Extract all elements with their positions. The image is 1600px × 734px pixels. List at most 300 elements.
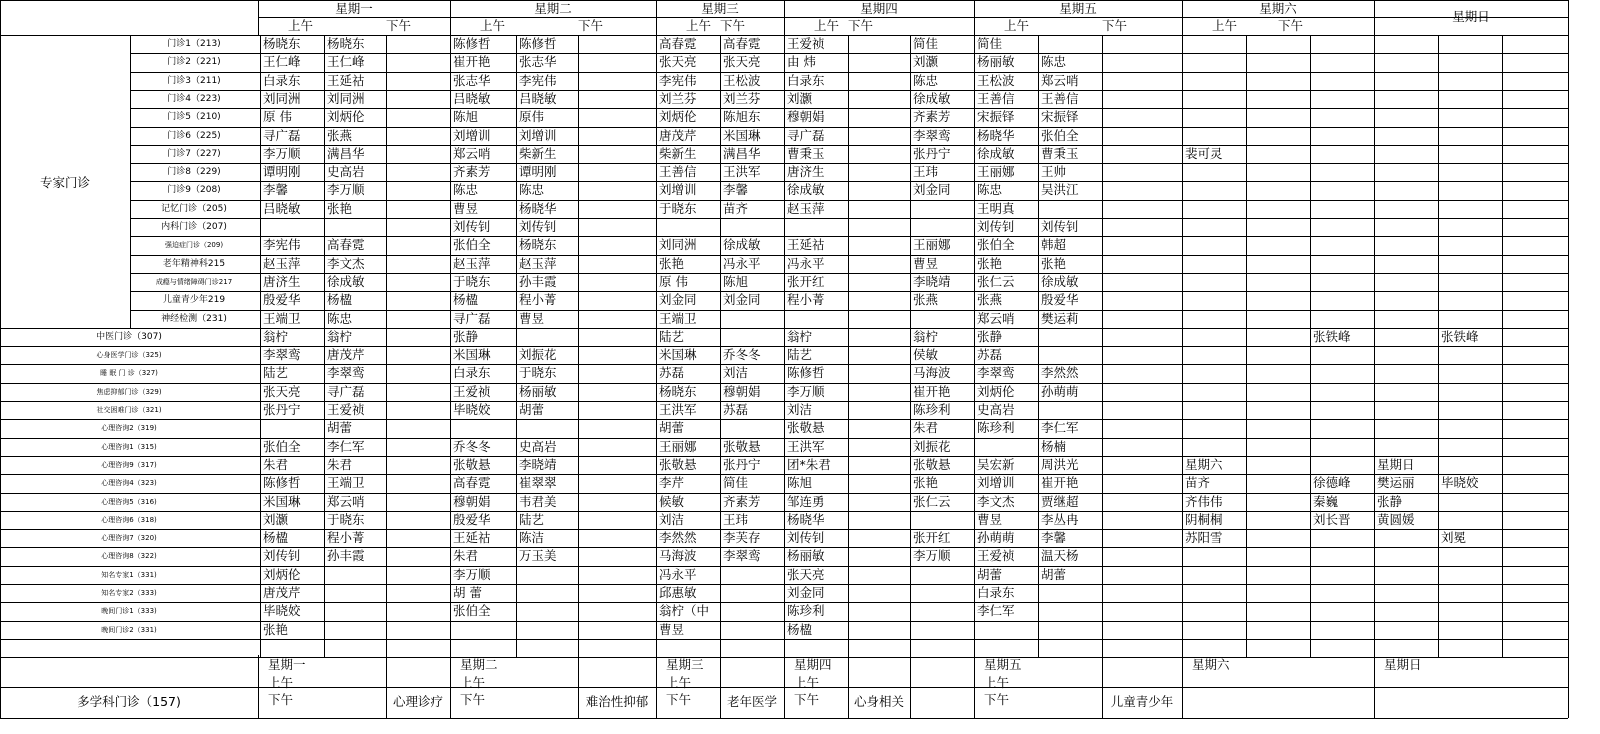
multi-item: 老年医学: [726, 694, 777, 709]
schedule-cell: [581, 474, 655, 492]
schedule-cell: [1441, 639, 1501, 657]
v-rule: [450, 35, 451, 657]
schedule-cell: 徐成敏: [1041, 273, 1079, 289]
schedule-cell: 寻广磊: [787, 127, 825, 143]
schedule-cell: [389, 145, 449, 163]
schedule-cell: [581, 456, 655, 474]
schedule-cell: [389, 53, 449, 71]
schedule-cell: 米国琳: [263, 493, 301, 509]
pm-label: 下午: [720, 18, 746, 33]
schedule-cell: [581, 438, 655, 456]
schedule-cell: 韦君美: [519, 493, 557, 509]
schedule-cell: [1377, 35, 1437, 53]
schedule-cell: [913, 584, 973, 602]
v-rule: [386, 35, 387, 657]
schedule-cell: 谭明刚: [519, 164, 557, 180]
schedule-cell: [851, 493, 909, 511]
row-label: 晚间门诊1（333): [101, 607, 157, 616]
schedule-cell: 史高岩: [977, 402, 1015, 417]
schedule-cell: 黄圆媛: [1377, 511, 1415, 527]
v-rule: [258, 655, 259, 718]
schedule-cell: 于晓东: [519, 365, 557, 381]
footer-pm: 下午: [794, 691, 820, 707]
schedule-cell: [389, 218, 449, 236]
schedule-cell: [851, 255, 909, 273]
schedule-cell: 张艳: [977, 255, 1003, 271]
schedule-cell: 李万顺: [327, 182, 365, 198]
schedule-cell: [1249, 255, 1309, 273]
schedule-cell: [851, 90, 909, 108]
v-rule: [784, 655, 785, 718]
schedule-cell: 王明真: [977, 200, 1015, 216]
schedule-cell: [1313, 438, 1373, 456]
schedule-cell: 陈珍利: [913, 402, 951, 417]
row-label: 社交困难门诊（321): [96, 406, 162, 414]
schedule-cell: [851, 621, 909, 639]
schedule-cell: [389, 438, 449, 456]
schedule-cell: 刘兰芬: [659, 90, 697, 106]
schedule-cell: [851, 346, 909, 364]
schedule-cell: [1105, 456, 1181, 474]
schedule-cell: [1105, 364, 1181, 382]
schedule-cell: 樊运莉: [1041, 310, 1079, 326]
schedule-cell: [1249, 236, 1309, 254]
schedule-cell: 王善信: [977, 90, 1015, 106]
schedule-cell: [1249, 310, 1309, 328]
schedule-cell: [1249, 474, 1309, 492]
schedule-cell: 张敬悬: [723, 438, 761, 454]
schedule-cell: 陈修哲: [263, 475, 301, 491]
footer-day: 星期四: [794, 657, 832, 672]
schedule-cell: 张天亮: [263, 383, 301, 399]
schedule-cell: 唐济生: [787, 164, 825, 180]
schedule-cell: [1105, 566, 1181, 584]
footer-day: 星期一: [268, 657, 306, 672]
schedule-cell: 胡蕾: [659, 420, 685, 436]
schedule-cell: 杨晓东: [519, 237, 557, 253]
row-label: 心理咨询4（323): [101, 479, 157, 488]
schedule-cell: 张艳: [913, 475, 939, 491]
row-label: 神经检测（231): [161, 313, 227, 324]
schedule-cell: [1105, 493, 1181, 511]
row-label: 心理咨询5（316): [101, 497, 157, 506]
schedule-cell: 刘洁: [659, 511, 685, 527]
schedule-cell: [1105, 273, 1181, 291]
schedule-cell: 王端卫: [327, 475, 365, 491]
schedule-cell: 满昌华: [327, 145, 365, 161]
schedule-cell: [1313, 218, 1373, 236]
schedule-cell: 王延祜: [327, 72, 365, 88]
schedule-cell: 满昌华: [723, 145, 761, 161]
schedule-cell: [851, 511, 909, 529]
v-rule: [578, 35, 579, 657]
schedule-cell: 徐成敏: [327, 273, 365, 289]
v-rule: [1310, 35, 1311, 657]
schedule-cell: [389, 127, 449, 145]
schedule-cell: 陈忠: [977, 182, 1003, 198]
schedule-cell: 杨楹: [263, 530, 289, 546]
schedule-cell: 白录东: [263, 72, 301, 88]
schedule-cell: 吴洪江: [1041, 182, 1079, 198]
schedule-cell: [1313, 584, 1373, 602]
schedule-cell: 陈忠: [327, 310, 353, 326]
schedule-cell: [581, 72, 655, 90]
schedule-cell: [1041, 200, 1101, 218]
schedule-cell: [1377, 566, 1437, 584]
schedule-cell: [1377, 145, 1437, 163]
row-label: 老年精神科215: [162, 258, 226, 269]
schedule-cell: 张静: [977, 328, 1003, 344]
schedule-cell: [1185, 53, 1245, 71]
schedule-cell: [851, 163, 909, 181]
schedule-cell: [1249, 383, 1309, 401]
schedule-cell: [1249, 218, 1309, 236]
schedule-cell: 刘兰芬: [723, 90, 761, 106]
schedule-cell: [1249, 493, 1309, 511]
schedule-cell: 赵玉萍: [453, 255, 491, 271]
schedule-cell: [389, 364, 449, 382]
schedule-cell: 杨楹: [327, 292, 353, 308]
schedule-cell: [389, 547, 449, 565]
schedule-cell: [1441, 621, 1501, 639]
schedule-cell: [1377, 200, 1437, 218]
schedule-cell: 宋振铎: [1041, 109, 1079, 125]
row-label: 门诊5（210): [167, 112, 221, 123]
schedule-cell: 张志华: [453, 72, 491, 88]
schedule-cell: 曹昱: [519, 310, 545, 326]
schedule-cell: [263, 218, 323, 236]
schedule-cell: 张艳: [1041, 255, 1067, 271]
schedule-cell: 高春霓: [453, 475, 491, 491]
multi-item: 心身相关: [853, 694, 904, 709]
day-header-3: 星期三: [701, 1, 739, 16]
schedule-cell: [1249, 584, 1309, 602]
footer-am: 上午: [794, 675, 820, 691]
schedule-cell: 赵玉萍: [787, 200, 825, 216]
schedule-cell: [1105, 547, 1181, 565]
schedule-cell: [913, 566, 973, 584]
schedule-cell: 刘金同: [659, 292, 697, 308]
schedule-cell: 刘同洲: [659, 237, 697, 253]
schedule-cell: 王爱祯: [453, 383, 491, 399]
schedule-cell: [1249, 566, 1309, 584]
schedule-cell: [1041, 328, 1101, 346]
schedule-cell: [1313, 90, 1373, 108]
row-label: 心理咨询2（319): [101, 424, 157, 433]
schedule-cell: [1313, 273, 1373, 291]
schedule-cell: 张铁峰: [1313, 328, 1351, 344]
schedule-cell: 穆朝娟: [453, 493, 491, 509]
schedule-cell: 张伯全: [453, 603, 491, 619]
schedule-cell: [1313, 255, 1373, 273]
schedule-cell: 徐成敏: [913, 90, 951, 106]
schedule-cell: [851, 529, 909, 547]
schedule-cell: 曹昱: [913, 255, 939, 271]
schedule-cell: 杨楹: [453, 292, 479, 308]
schedule-cell: [1105, 53, 1181, 71]
schedule-cell: [1441, 566, 1501, 584]
schedule-cell: 李馨: [1041, 530, 1067, 546]
schedule-cell: [851, 419, 909, 437]
schedule-cell: 秦巍: [1313, 493, 1339, 509]
schedule-cell: 毕晓姣: [263, 603, 301, 619]
schedule-cell: 朱君: [913, 420, 939, 436]
schedule-cell: [851, 310, 909, 328]
schedule-cell: 张敬悬: [453, 456, 491, 472]
schedule-cell: [1249, 108, 1309, 126]
v-rule: [974, 35, 975, 657]
schedule-cell: 吴宏新: [977, 456, 1015, 472]
schedule-cell: [851, 35, 909, 53]
schedule-cell: [1185, 218, 1245, 236]
schedule-cell: [1185, 255, 1245, 273]
schedule-cell: [389, 90, 449, 108]
schedule-cell: [1249, 127, 1309, 145]
footer-pm: 下午: [460, 691, 486, 707]
schedule-cell: [787, 310, 847, 328]
schedule-cell: 王玮: [723, 511, 749, 527]
schedule-cell: [913, 200, 973, 218]
schedule-cell: 杨丽敏: [519, 383, 557, 399]
pm-label: 下午: [578, 18, 604, 33]
schedule-cell: 陆艺: [659, 328, 685, 344]
schedule-cell: [1441, 90, 1501, 108]
schedule-cell: [581, 511, 655, 529]
schedule-cell: [1313, 200, 1373, 218]
schedule-cell: 唐济生: [263, 273, 301, 289]
schedule-cell: 史高岩: [327, 164, 365, 180]
schedule-cell: [453, 419, 515, 437]
schedule-cell: [1185, 621, 1245, 639]
schedule-cell: 唐茂芹: [659, 127, 697, 143]
schedule-cell: [659, 639, 719, 657]
schedule-cell: 刘同洲: [263, 90, 301, 106]
schedule-cell: [1377, 310, 1437, 328]
schedule-cell: [1313, 456, 1373, 474]
schedule-cell: [1377, 90, 1437, 108]
schedule-cell: 胡 蕾: [453, 585, 482, 600]
schedule-cell: 张志华: [519, 54, 557, 70]
row-label: 强迫症门诊（209): [164, 241, 224, 250]
schedule-cell: 张敬悬: [659, 456, 697, 472]
schedule-cell: [1377, 72, 1437, 90]
day-header-6: 星期六: [1259, 1, 1297, 16]
schedule-cell: 张丹宁: [913, 145, 951, 161]
schedule-cell: 李翠鸾: [977, 365, 1015, 381]
schedule-cell: 唐茂芹: [327, 347, 365, 363]
schedule-cell: [389, 383, 449, 401]
schedule-cell: 王洪军: [723, 164, 761, 180]
schedule-cell: 张伯全: [453, 237, 491, 253]
footer-am: 上午: [984, 675, 1010, 691]
schedule-cell: [851, 474, 909, 492]
row-label: 门诊1（213): [167, 39, 221, 49]
footer-pm: 下午: [666, 691, 692, 707]
schedule-cell: 张静: [453, 328, 479, 344]
schedule-cell: [1185, 364, 1245, 382]
schedule-cell: [851, 291, 909, 309]
schedule-cell: [1185, 419, 1245, 437]
schedule-cell: [453, 639, 515, 657]
footer-day: 星期日: [1384, 657, 1422, 672]
row-label: 门诊4（223): [167, 93, 221, 104]
schedule-cell: [1441, 53, 1501, 71]
schedule-cell: 刘传钊: [977, 219, 1015, 234]
schedule-cell: 王爱祯: [327, 402, 365, 417]
schedule-cell: [1441, 602, 1501, 620]
schedule-cell: [1041, 639, 1101, 657]
schedule-cell: 苗齐: [723, 200, 749, 216]
schedule-cell: 陈旭东: [723, 109, 761, 125]
schedule-cell: [1441, 218, 1501, 236]
schedule-cell: [1185, 602, 1245, 620]
schedule-cell: 刘增训: [453, 127, 491, 143]
v-rule: [910, 655, 911, 718]
schedule-cell: 李万顺: [787, 383, 825, 399]
schedule-cell: [1377, 273, 1437, 291]
schedule-cell: 刘传钊: [1041, 219, 1079, 234]
schedule-cell: [1185, 438, 1245, 456]
v-rule: [1182, 35, 1183, 657]
v-rule: [1182, 655, 1183, 718]
schedule-cell: [581, 145, 655, 163]
footer-am: 上午: [460, 675, 486, 691]
schedule-cell: 殷爱华: [263, 292, 301, 308]
schedule-cell: [519, 602, 577, 620]
schedule-cell: 吕晓敏: [519, 90, 557, 106]
schedule-cell: [263, 639, 323, 657]
schedule-cell: [389, 200, 449, 218]
schedule-cell: 孙萌萌: [1041, 383, 1079, 399]
schedule-cell: [1185, 72, 1245, 90]
schedule-cell: [1249, 90, 1309, 108]
schedule-cell: [851, 145, 909, 163]
schedule-cell: 张艳: [659, 255, 685, 271]
schedule-cell: 王丽娜: [913, 237, 951, 253]
schedule-cell: [1185, 200, 1245, 218]
schedule-cell: 孙丰霞: [519, 273, 557, 289]
schedule-cell: 侯敏: [913, 347, 939, 363]
pm-label: 下午: [848, 18, 874, 33]
schedule-cell: [581, 602, 655, 620]
schedule-cell: [1185, 181, 1245, 199]
schedule-cell: [389, 621, 449, 639]
v-rule: [0, 0, 1, 35]
schedule-cell: 杨晓东: [263, 36, 301, 51]
footer-am: 上午: [268, 675, 294, 691]
schedule-cell: [1441, 273, 1501, 291]
schedule-cell: [1441, 145, 1501, 163]
schedule-cell: 李翠鸾: [913, 127, 951, 143]
schedule-cell: [1441, 401, 1501, 419]
am-label: 上午: [1212, 18, 1238, 33]
row-label: 知名专家1（331): [101, 570, 157, 579]
schedule-cell: [1313, 108, 1373, 126]
schedule-cell: 陈忠: [453, 182, 479, 198]
schedule-cell: [851, 584, 909, 602]
v-rule: [910, 35, 911, 657]
schedule-cell: 崔开艳: [1041, 475, 1079, 491]
schedule-cell: [913, 310, 973, 328]
schedule-cell: 郑云哨: [1041, 72, 1079, 88]
schedule-cell: 候敏: [659, 493, 685, 509]
schedule-cell: 白录东: [453, 365, 491, 381]
schedule-cell: 崔开艳: [453, 54, 491, 70]
schedule-cell: 赵玉萍: [263, 255, 301, 271]
row-label: 记忆门诊（205): [161, 203, 227, 214]
schedule-cell: [327, 639, 385, 657]
schedule-cell: 王爱祯: [977, 548, 1015, 564]
schedule-cell: 史高岩: [519, 438, 557, 454]
schedule-cell: [389, 291, 449, 309]
schedule-cell: 王延祜: [453, 530, 491, 546]
row-label: 中医门诊（307): [96, 331, 162, 342]
schedule-cell: [1105, 383, 1181, 401]
schedule-cell: [327, 218, 385, 236]
schedule-cell: 郑云哨: [453, 145, 491, 161]
schedule-cell: [1313, 72, 1373, 90]
schedule-cell: 张天亮: [723, 54, 761, 70]
schedule-cell: [389, 529, 449, 547]
schedule-cell: [1105, 236, 1181, 254]
schedule-cell: 张丹宁: [263, 402, 301, 417]
schedule-cell: 于晓东: [453, 273, 491, 289]
schedule-cell: [327, 602, 385, 620]
schedule-cell: [1313, 547, 1373, 565]
schedule-cell: [851, 53, 909, 71]
schedule-cell: 王端卫: [263, 310, 301, 326]
schedule-cell: [723, 218, 783, 236]
schedule-cell: [1441, 383, 1501, 401]
schedule-cell: [977, 621, 1037, 639]
schedule-cell: [1105, 639, 1181, 657]
row-label: 心理咨询1（315): [101, 442, 157, 451]
schedule-cell: 李芹: [659, 475, 685, 491]
schedule-cell: [1377, 346, 1437, 364]
schedule-cell: [389, 584, 449, 602]
schedule-cell: [851, 456, 909, 474]
schedule-cell: 邹连勇: [787, 493, 825, 509]
schedule-cell: [1185, 383, 1245, 401]
schedule-cell: 郑云哨: [327, 493, 365, 509]
schedule-cell: [787, 218, 847, 236]
schedule-cell: [1441, 255, 1501, 273]
schedule-cell: 樊运丽: [1377, 475, 1415, 491]
schedule-cell: 冯永平: [787, 255, 825, 271]
schedule-cell: [1105, 511, 1181, 529]
schedule-cell: [389, 181, 449, 199]
schedule-cell: [851, 547, 909, 565]
schedule-cell: [327, 584, 385, 602]
schedule-cell: [851, 273, 909, 291]
schedule-cell: 胡蕾: [1041, 566, 1067, 582]
schedule-cell: 简佳: [977, 36, 1003, 51]
schedule-cell: 李万顺: [263, 145, 301, 161]
schedule-cell: [581, 181, 655, 199]
schedule-cell: 徐成敏: [787, 182, 825, 198]
schedule-cell: 徐成敏: [977, 145, 1015, 161]
schedule-cell: 刘传钊: [263, 548, 301, 564]
schedule-cell: 宋振铎: [977, 109, 1015, 125]
schedule-cell: 张丹宁: [723, 456, 761, 472]
row-label: 门诊2（221): [167, 57, 221, 68]
schedule-cell: [1249, 181, 1309, 199]
schedule-cell: 吕晓敏: [453, 90, 491, 106]
schedule-cell: 杨晓华: [787, 511, 825, 527]
schedule-cell: [1377, 255, 1437, 273]
schedule-cell: [519, 584, 577, 602]
schedule-cell: 苏磊: [659, 365, 685, 381]
